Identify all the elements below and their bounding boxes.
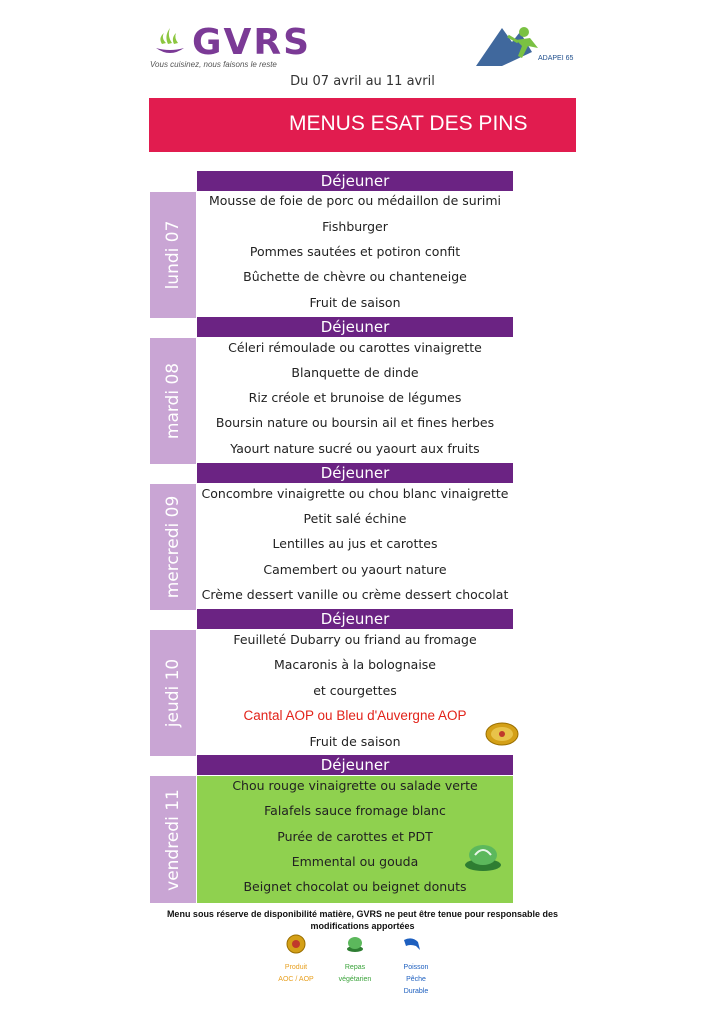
meal-header: Déjeuner [197,609,513,629]
meal-header: Déjeuner [197,317,513,337]
aop-badge-icon [485,722,519,746]
menu-item: Concombre vinaigrette ou chou blanc vinaigrette [201,486,509,501]
day-label: lundi 07 [163,220,183,290]
page-title: MENUS ESAT DES PINS [289,112,528,135]
day-side-mercredi [150,484,196,610]
menu-item: Petit salé échine [303,511,407,526]
legend-aop: Produit AOC / AOP [278,964,314,983]
vegetarian-meal-icon [345,934,365,954]
day-side-jeudi [150,630,196,756]
partner-logo-text: ADAPEI 65 [538,55,574,62]
day-label: mercredi 09 [163,495,183,599]
menu-item: et courgettes [313,683,397,698]
disclaimer-line: modifications apportées [310,921,415,931]
meal-header: Déjeuner [197,755,513,775]
menu-item: Macaronis à la bolognaise [273,657,436,672]
menu-item: Fishburger [322,219,388,234]
menu-item: Purée de carottes et PDT [277,829,433,844]
sustainable-fish-icon [402,934,422,954]
disclaimer [140,908,585,932]
day-side-vendredi [150,776,196,903]
menu-item: Lentilles au jus et carottes [272,536,438,551]
menu-item: Fruit de saison [309,295,401,310]
legend-fish: Poisson Pêche Durable [403,964,429,995]
day-side-lundi [150,192,196,318]
day-label: vendredi 11 [163,788,183,891]
day-label: mardi 08 [163,362,183,440]
menu-item-aop: Cantal AOP ou Bleu d'Auvergne AOP [243,708,467,723]
meal-header: Déjeuner [197,171,513,191]
menu-item: Fruit de saison [309,734,401,749]
menu-item: Pommes sautées et potiron confit [249,244,461,259]
menu-item: Chou rouge vinaigrette ou salade verte [232,778,478,793]
menu-item: Boursin nature ou boursin ail et fines herbes [215,415,495,430]
day-label: jeudi 10 [163,658,183,728]
menu-item: Beignet chocolat ou beignet donuts [243,879,467,894]
disclaimer-line: Menu sous réserve de disponibilité matière, GVRS ne peut être tenue pour responsable des [166,909,559,919]
menu-item: Bûchette de chèvre ou chanteneige [243,269,467,284]
aop-product-icon [286,934,306,954]
menu-item: Riz créole et brunoise de légumes [248,390,462,405]
menu-item: Falafels sauce fromage blanc [264,803,446,818]
menu-item: Céleri rémoulade ou carottes vinaigrette [228,340,482,355]
meal-header: Déjeuner [197,463,513,483]
menu-item: Crème dessert vanille ou crème dessert chocolat [201,587,509,602]
date-range: Du 07 avril au 11 avril [290,74,435,89]
brand-tagline: Vous cuisinez, nous faisons le reste [150,60,277,69]
menu-item: Feuilleté Dubarry ou friand au fromage [233,632,477,647]
legend-vegetarian: Repas végétarien [338,964,372,983]
title-banner [149,98,576,152]
menu-item: Camembert ou yaourt nature [263,562,447,577]
adapei-logo-icon [472,22,574,68]
brand-name: GVRS [192,22,312,63]
menu-item: Mousse de foie de porc ou médaillon de surimi [209,193,501,208]
menu-item: Yaourt nature sucré ou yaourt aux fruits [230,441,480,456]
menu-item: Blanquette de dinde [291,365,419,380]
day-side-mardi [150,338,196,464]
gvrs-logo-icon [152,24,188,58]
menu-item: Emmental ou gouda [291,854,419,869]
vegetarian-badge-icon [463,841,503,873]
